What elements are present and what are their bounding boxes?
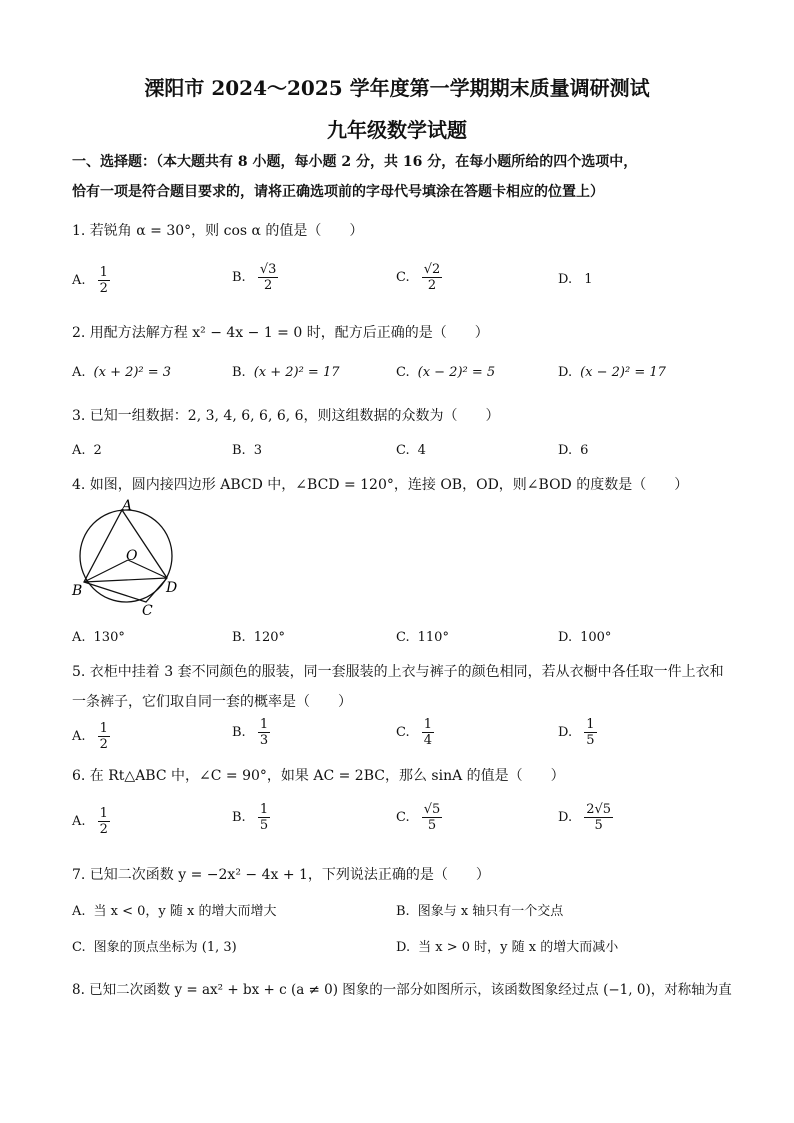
- fraction-numerator: √5: [423, 802, 441, 817]
- option-label: A.: [72, 814, 86, 829]
- q1-option-d[interactable]: [558, 272, 593, 287]
- fraction-denominator: 5: [259, 818, 269, 833]
- q4-circle-figure: [66, 496, 190, 620]
- fraction-numerator: 1: [259, 717, 269, 732]
- option-label: D.: [558, 810, 573, 825]
- question-5-stem-line2: 一条裤子，它们取自同一套的概率是（ ）: [72, 694, 352, 710]
- question-6-stem: 6. 在 Rt△ABC 中，∠C = 90°，如果 AC = 2BC，那么 sinA 的值是（ ）: [72, 768, 565, 784]
- option-label: B.: [232, 630, 246, 645]
- option-label: D.: [558, 725, 573, 740]
- question-3-stem: 3. 已知一组数据：2, 3, 4, 6, 6, 6, 6，则这组数据的众数为（ ）: [72, 408, 500, 424]
- fraction-numerator: 1: [259, 802, 269, 817]
- q4-option-d[interactable]: [558, 630, 611, 645]
- q3-option-d[interactable]: [558, 443, 588, 458]
- q6-option-a[interactable]: [72, 806, 110, 837]
- option-text: 图象与 x 轴只有一个交点: [417, 904, 564, 919]
- option-label: C.: [396, 270, 410, 285]
- option-text: 1: [584, 272, 593, 287]
- q1-option-c[interactable]: [396, 262, 442, 293]
- fraction-numerator: 1: [586, 717, 595, 732]
- option-label: D.: [558, 443, 573, 458]
- q5-option-b[interactable]: [232, 717, 270, 748]
- question-4-stem: 4. 如图，圆内接四边形 ABCD 中，∠BCD = 120°，连接 OB，OD，则∠BOD 的度数是（ ）: [72, 477, 689, 493]
- option-text: (x − 2)² = 5: [417, 365, 496, 380]
- option-text: 120°: [253, 630, 286, 645]
- question-2-stem: 2. 用配方法解方程 x² − 4x − 1 = 0 时，配方后正确的是（ ）: [72, 325, 489, 341]
- exam-subtitle: 九年级数学试题: [327, 118, 467, 142]
- label-o: O: [126, 548, 138, 564]
- option-text: 3: [253, 443, 262, 458]
- exam-title: 溧阳市 2024～2025 学年度第一学期期末质量调研测试: [144, 76, 650, 100]
- option-label: C.: [396, 810, 410, 825]
- option-text: 4: [417, 443, 426, 458]
- q7-option-b[interactable]: [396, 900, 563, 919]
- fraction-numerator: √2: [423, 262, 441, 277]
- q6-option-b[interactable]: [232, 802, 270, 833]
- fraction-numerator: √3: [259, 262, 277, 277]
- question-5-stem-line1: 5. 衣柜中挂着 3 套不同颜色的服装，同一套服装的上衣与裤子的颜色相同，若从衣橱中各任取一件上衣和: [72, 664, 724, 680]
- option-label: B.: [232, 270, 246, 285]
- fraction-denominator: 2: [99, 822, 108, 837]
- option-text: 2: [93, 443, 102, 458]
- option-text: 110°: [417, 630, 449, 645]
- q2-option-d[interactable]: [558, 365, 666, 380]
- fraction-denominator: 3: [259, 733, 269, 748]
- option-label: C.: [396, 630, 410, 645]
- option-label: C.: [396, 365, 410, 380]
- option-text: 100°: [580, 630, 612, 645]
- option-label: B.: [232, 810, 246, 825]
- fraction-denominator: 4: [423, 733, 433, 748]
- fraction-numerator: 1: [99, 806, 108, 821]
- section-instructions-line2: 恰有一项是符合题目要求的，请将正确选项前的字母代号填涂在答题卡相应的位置上）: [72, 184, 604, 200]
- q7-option-c[interactable]: [72, 936, 237, 955]
- option-label: D.: [558, 365, 573, 380]
- question-1-stem: 1. 若锐角 α = 30°，则 cos α 的值是（ ）: [72, 223, 364, 239]
- fraction-denominator: 5: [427, 818, 437, 833]
- q5-option-d[interactable]: [558, 717, 597, 748]
- option-label: B.: [396, 904, 410, 919]
- option-text: (x + 2)² = 17: [253, 365, 340, 380]
- fraction-denominator: 2: [99, 737, 108, 752]
- option-label: B.: [232, 365, 246, 380]
- segment-bd: [84, 578, 167, 582]
- segment-ob: [84, 560, 128, 582]
- label-d: D: [166, 580, 178, 596]
- question-7-stem: 7. 已知二次函数 y = −2x² − 4x + 1，下列说法正确的是（ ）: [72, 867, 490, 883]
- option-text: (x + 2)² = 3: [93, 365, 172, 380]
- fraction-denominator: 5: [586, 733, 595, 748]
- option-text: 130°: [93, 630, 125, 645]
- option-label: C.: [396, 725, 410, 740]
- option-text: (x − 2)² = 17: [580, 365, 666, 380]
- q2-option-a[interactable]: [72, 365, 171, 380]
- option-text: 当 x < 0，y 随 x 的增大而增大: [93, 904, 277, 919]
- option-label: D.: [558, 272, 573, 287]
- option-label: C.: [396, 443, 410, 458]
- q3-option-c[interactable]: [396, 443, 426, 458]
- q3-option-a[interactable]: [72, 443, 102, 458]
- fraction-denominator: 2: [99, 281, 108, 296]
- q3-option-b[interactable]: [232, 443, 262, 458]
- option-label: A.: [72, 630, 86, 645]
- option-label: A.: [72, 365, 86, 380]
- q2-option-c[interactable]: [396, 365, 495, 380]
- option-text: 图象的顶点坐标为 (1, 3): [93, 940, 237, 955]
- q6-option-c[interactable]: [396, 802, 442, 833]
- option-label: A.: [72, 729, 86, 744]
- option-label: B.: [232, 725, 246, 740]
- option-label: B.: [232, 443, 246, 458]
- option-text: 6: [580, 443, 589, 458]
- q4-option-c[interactable]: [396, 630, 449, 645]
- fraction-numerator: 2√5: [586, 802, 612, 817]
- fraction-denominator: 2: [427, 278, 437, 293]
- option-text: 当 x > 0 时，y 随 x 的增大而减小: [418, 940, 619, 955]
- fraction-numerator: 1: [423, 717, 433, 732]
- fraction-numerator: 1: [99, 265, 108, 280]
- q5-option-c[interactable]: [396, 717, 434, 748]
- q4-option-b[interactable]: [232, 630, 285, 645]
- option-label: A.: [72, 904, 86, 919]
- q4-option-a[interactable]: [72, 630, 125, 645]
- section-instructions-line1: 一、选择题：（本大题共有 8 小题，每小题 2 分，共 16 分，在每小题所给的四个选项中，: [72, 154, 638, 170]
- fraction-denominator: 2: [263, 278, 273, 293]
- q5-option-a[interactable]: [72, 721, 110, 752]
- option-label: A.: [72, 273, 86, 288]
- label-c: C: [142, 603, 153, 619]
- label-a: A: [122, 498, 133, 514]
- fraction-denominator: 5: [594, 818, 603, 833]
- option-label: A.: [72, 443, 86, 458]
- q1-option-a[interactable]: [72, 265, 110, 296]
- option-label: D.: [558, 630, 573, 645]
- option-label: D.: [396, 940, 411, 955]
- label-b: B: [72, 583, 83, 599]
- question-8-stem: 8. 已知二次函数 y = ax² + bx + c (a ≠ 0) 图象的一部分如图所示，该函数图象经过点 (−1, 0)，对称轴为直: [72, 982, 732, 998]
- option-label: C.: [72, 940, 86, 955]
- q7-option-d[interactable]: [396, 936, 618, 955]
- q7-option-a[interactable]: [72, 900, 277, 919]
- q1-option-b[interactable]: [232, 262, 278, 293]
- fraction-numerator: 1: [99, 721, 108, 736]
- q2-option-b[interactable]: [232, 365, 340, 380]
- q6-option-d[interactable]: [558, 802, 613, 833]
